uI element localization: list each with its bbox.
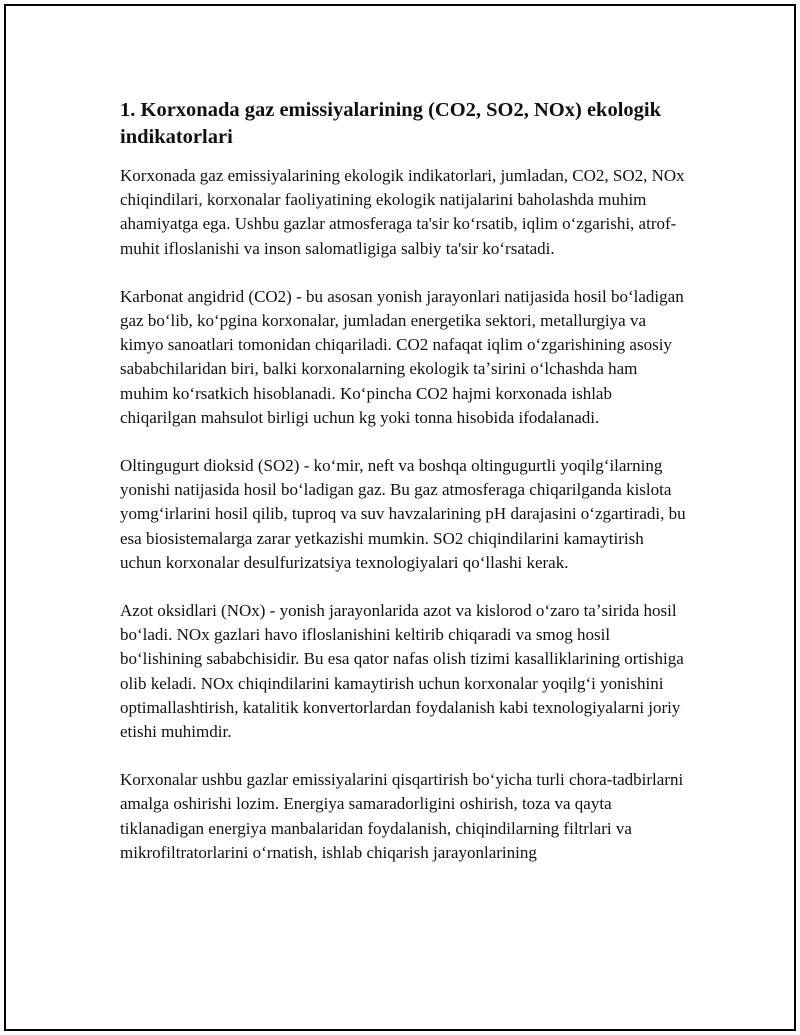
paragraph-nox: Azot oksidlari (NOx) - yonish jarayonlarida azot va kislorod oʻzaro taʼsirida hosil boʻladi. NOx gazlari havo ifloslanishini keltirib chiqaradi va smog hosil boʻlishining sababchisidir. Bu esa qator nafas olish tizimi kasalliklarining ortishiga olib keladi. NOx chiqindilarini kamaytirish uchun korxonalar yoqilgʻi yonishini optimallashtirish, katalitik konvertorlardan foydalanish kabi texnologiyalarni joriy etishi muhimdir. (120, 601, 684, 742)
document-body (120, 97, 686, 889)
paragraph-intro: Korxonada gaz emissiyalarining ekologik indikatorlari, jumladan, CO2, SO2, NOx chiqindilari, korxonalar faoliyatining ekologik natijalarini baholashda muhim ahamiyatga ega. Ushbu gazlar atmosferaga ta'sir koʻrsatib, iqlim oʻzgarishi, atrof-muhit ifloslanishi va inson salomatligiga salbiy ta'sir koʻrsatadi. (120, 166, 685, 258)
paragraph-so2: Oltingugurt dioksid (SO2) - koʻmir, neft va boshqa oltingugurtli yoqilgʻilarning yonishi natijasida hosil boʻladigan gaz. Bu gaz atmosferaga chiqarilganda kislota yomgʻirlarini hosil qilib, tuproq va suv havzalarining pH darajasini oʻzgartiradi, bu esa biosistemalarga zarar yetkazishi mumkin. SO2 chiqindilarini kamaytirish uchun korxonalar desulfurizatsiya texnologiyalari qoʻllashi kerak. (120, 456, 686, 572)
paragraph-co2: Karbonat angidrid (CO2) - bu asosan yonish jarayonlari natijasida hosil boʻladigan gaz boʻlib, koʻpgina korxonalar, jumladan energetika sektori, metallurgiya va kimyo sanoatlari tomonidan chiqariladi. CO2 nafaqat iqlim oʻzgarishining asosiy sababchilaridan biri, balki korxonalarning ekologik taʼsirini oʻlchashda ham muhim koʻrsatkich hisoblanadi. Koʻpincha CO2 hajmi korxonada ishlab chiqarilgan mahsulot birligi uchun kg yoki tonna hisobida ifodalanadi. (120, 286, 684, 427)
paragraph-measures: Korxonalar ushbu gazlar emissiyalarini qisqartirish boʻyicha turli chora-tadbirlarni amalga oshirishi lozim. Energiya samaradorligini oshirish, toza va qayta tiklanadigan energiya manbalaridan foydalanish, chiqindilarning filtrlari va mikrofiltratorlarini oʻrnatish, ishlab chiqarish jarayonlarining (120, 770, 684, 862)
section-heading: 1. Korxonada gaz emissiyalarining (CO2, SO2, NOx) ekologik indikatorlari (120, 99, 661, 148)
page-frame (4, 4, 796, 1031)
